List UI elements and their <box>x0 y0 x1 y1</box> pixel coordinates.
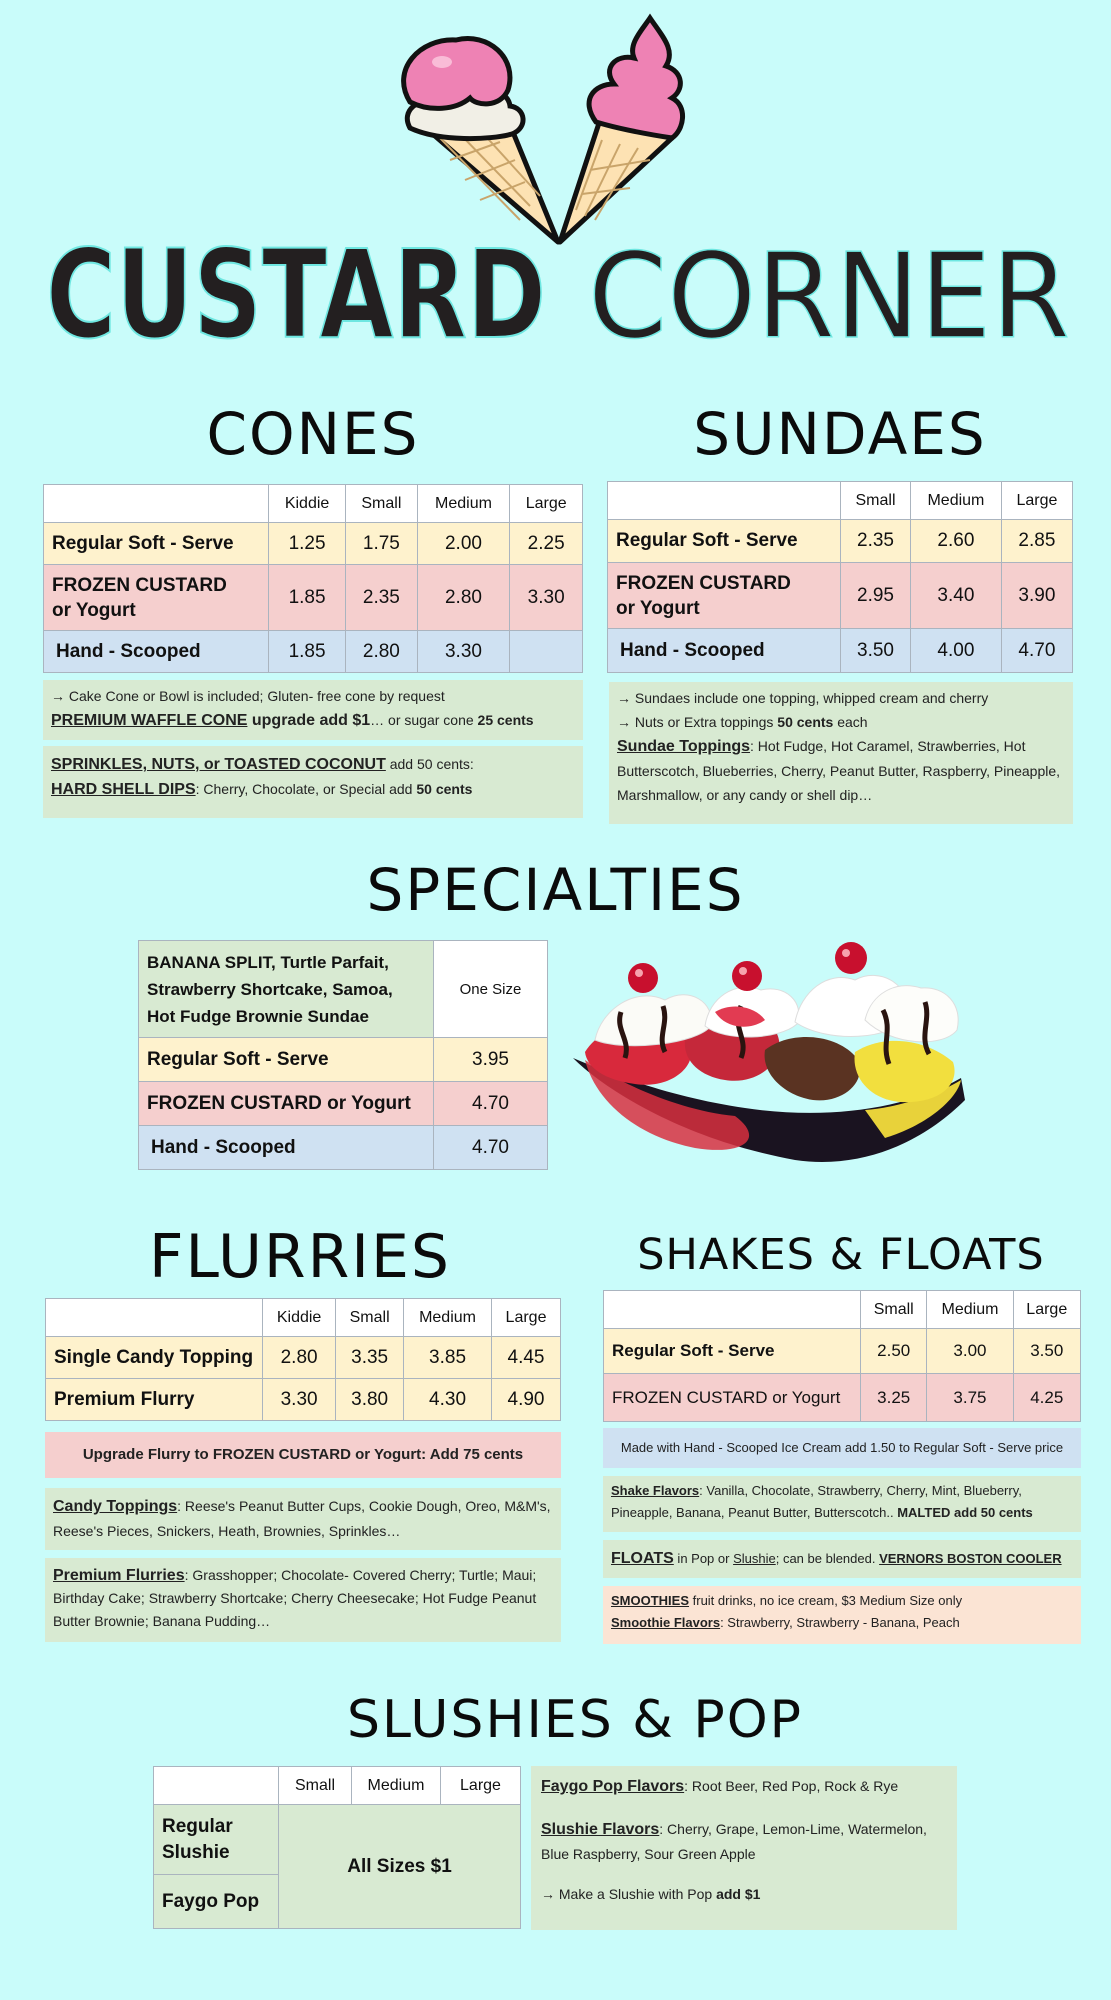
make-slushie-price: add $1 <box>716 1886 761 1902</box>
floats-label: FLOATS <box>611 1550 674 1567</box>
malted-label: MALTED <box>897 1505 951 1520</box>
sundaes-row-soft-serve <box>608 520 1073 563</box>
price: 4.70 <box>434 1126 548 1170</box>
ice-cream-cones-logo <box>380 10 740 250</box>
specialties-heading: SPECIALTIES <box>366 856 745 924</box>
price: 1.25 <box>269 523 346 565</box>
cake-cone-note: → Cake Cone or Bowl is included; Gluten- free cone by request <box>51 688 445 704</box>
smoothies-line <box>611 1590 1073 1612</box>
specialties-items: BANANA SPLIT, Turtle Parfait, Strawberry Shortcake, Samoa, Hot Fudge Brownie Sundae <box>139 941 434 1038</box>
row-label: FROZEN CUSTARD or Yogurt <box>604 1374 861 1422</box>
sundae-toppings-note <box>617 734 1065 807</box>
faygo-pop-label: Faygo Pop <box>154 1875 279 1929</box>
extra-toppings-rest: each <box>833 714 868 730</box>
shakes-table <box>603 1290 1081 1422</box>
sundaes-header-medium: Medium <box>911 482 1002 520</box>
flurries-header-medium: Medium <box>404 1299 492 1337</box>
row-label: Hand - Scooped <box>608 629 841 673</box>
sundaes-row-frozen-custard <box>608 563 1073 629</box>
flurries-header-kiddie: Kiddie <box>263 1299 336 1337</box>
flurry-upgrade-note: Upgrade Flurry to FROZEN CUSTARD or Yogurt: Add 75 cents <box>45 1432 561 1478</box>
slushies-table <box>153 1766 521 1929</box>
floats-slushie: Slushie <box>733 1551 776 1566</box>
row-label: Regular Soft - Serve <box>139 1038 434 1082</box>
price: 4.25 <box>1013 1374 1080 1422</box>
row-label: FROZEN CUSTARD or Yogurt <box>44 565 269 631</box>
pop-flavors-note <box>541 1774 947 1799</box>
hard-shell-price: 50 cents <box>416 781 473 797</box>
flurries-header-small: Small <box>336 1299 404 1337</box>
sundae-include-note: → Sundaes include one topping, whipped cream and cherry <box>617 690 989 706</box>
cones-header-blank <box>44 485 269 523</box>
cones-row-soft-serve <box>44 523 583 565</box>
candy-toppings-list: : Reese's Peanut Butter Cups, Cookie Dough, Oreo, M&M's, Reese's Pieces, Snickers, Heath, Brownies, Sprinkles… <box>53 1498 551 1539</box>
shake-flavors-list: : Vanilla, Chocolate, Strawberry, Cherry, Mint, Blueberry, Pineapple, Banana, Peanut Butter, Butterscotch.. <box>611 1483 1022 1520</box>
specialties-row-soft-serve <box>139 1038 548 1082</box>
flurries-heading: FLURRIES <box>149 1222 451 1292</box>
waffle-cone-upgrade: upgrade add $1 <box>247 712 371 729</box>
brand-word-custard: CUSTARD <box>46 225 546 355</box>
price: 2.25 <box>510 523 583 565</box>
sundaes-header-blank <box>608 482 841 520</box>
flurries-header-blank <box>46 1299 263 1337</box>
flurries-row-single-candy <box>46 1337 561 1379</box>
cones-header-kiddie: Kiddie <box>269 485 346 523</box>
slushies-header-medium: Medium <box>352 1767 441 1805</box>
row-label: Hand - Scooped <box>139 1126 434 1170</box>
waffle-cone-label: PREMIUM WAFFLE CONE <box>51 712 248 729</box>
price: 4.00 <box>911 629 1002 673</box>
waffle-cone-rest: … or sugar cone <box>370 712 478 728</box>
sugar-cone-price: 25 cents <box>477 712 534 728</box>
price: 3.40 <box>911 563 1002 629</box>
cones-cone-notes <box>43 680 583 740</box>
sundaes-heading: SUNDAES <box>693 400 987 468</box>
specialties-row-hand-scooped <box>139 1126 548 1170</box>
cones-header-medium: Medium <box>417 485 510 523</box>
sprinkles-note <box>51 752 575 777</box>
make-slushie-note <box>541 1882 947 1906</box>
extra-toppings-text: → Nuts or Extra toppings <box>617 714 778 730</box>
shakes-row-soft-serve <box>604 1329 1081 1374</box>
sprinkles-rest: add 50 cents: <box>385 756 474 772</box>
malted-price: add 50 cents <box>950 1505 1033 1520</box>
slushie-flavors-list: : Cherry, Grape, Lemon-Lime, Watermelon, Blue Raspberry, Sour Green Apple <box>541 1821 927 1862</box>
hand-scooped-shake-note: Made with Hand - Scooped Ice Cream add 1.50 to Regular Soft - Serve price <box>603 1428 1081 1468</box>
premium-flurries-list: : Grasshopper; Chocolate- Covered Cherry; Turtle; Maui; Birthday Cake; Strawberry Shortcake; Cherry Cheesecake; Hot Fudge Peanut Butter Brownie; Banana Pudding… <box>53 1567 537 1629</box>
floats-note <box>603 1540 1081 1578</box>
row-label: Regular Soft - Serve <box>608 520 841 563</box>
slushies-notes <box>531 1766 957 1930</box>
smoothies-text: fruit drinks, no ice cream, $3 Medium Size only <box>689 1593 963 1608</box>
floats-mid: in Pop or <box>673 1551 734 1566</box>
cones-header-large: Large <box>510 485 583 523</box>
price: 3.30 <box>417 631 510 673</box>
shakes-header-blank <box>604 1291 861 1329</box>
cones-header-small: Small <box>346 485 418 523</box>
price: 2.60 <box>911 520 1002 563</box>
sundaes-notes <box>609 682 1073 824</box>
hard-shell-rest: : Cherry, Chocolate, or Special add <box>195 781 417 797</box>
row-label: Hand - Scooped <box>44 631 269 673</box>
slushie-flavors-note <box>541 1817 947 1866</box>
cones-row-hand-scooped <box>44 631 583 673</box>
price: 2.00 <box>417 523 510 565</box>
price: 3.00 <box>927 1329 1013 1374</box>
price <box>510 631 583 673</box>
premium-flurries-note <box>45 1558 561 1642</box>
row-label: Single Candy Topping <box>46 1337 263 1379</box>
flurries-header-large: Large <box>492 1299 561 1337</box>
sundaes-row-hand-scooped <box>608 629 1073 673</box>
shakes-header-medium: Medium <box>927 1291 1013 1329</box>
candy-toppings-label: Candy Toppings <box>53 1498 178 1515</box>
row-label: Regular Soft - Serve <box>44 523 269 565</box>
row-label: FROZEN CUSTARD or Yogurt <box>139 1082 434 1126</box>
floats-rest: ; can be blended. <box>775 1551 880 1566</box>
price: 3.30 <box>510 565 583 631</box>
waffle-cone-note <box>51 708 575 733</box>
smoothie-flavors-list: : Strawberry, Strawberry - Banana, Peach <box>720 1615 960 1630</box>
price: 3.90 <box>1001 563 1072 629</box>
price: 3.95 <box>434 1038 548 1082</box>
shake-flavors-label: Shake Flavors <box>611 1483 700 1498</box>
shakes-heading: SHAKES & FLOATS <box>637 1230 1045 1280</box>
cones-heading: CONES <box>206 400 420 468</box>
cones-topping-notes <box>43 746 583 818</box>
smoothie-flavors-line <box>611 1612 1073 1634</box>
shakes-header-large: Large <box>1013 1291 1080 1329</box>
shake-flavors-note <box>603 1476 1081 1532</box>
smoothie-flavors-label: Smoothie Flavors <box>611 1615 721 1630</box>
price: 3.75 <box>927 1374 1013 1422</box>
brand-word-corner: CORNER <box>588 227 1070 355</box>
price: 2.85 <box>1001 520 1072 563</box>
price: 3.85 <box>404 1337 492 1379</box>
sundae-toppings-label: Sundae Toppings <box>617 738 751 755</box>
smoothies-note <box>603 1586 1081 1644</box>
candy-toppings-note <box>45 1488 561 1550</box>
flurries-row-premium <box>46 1379 561 1421</box>
price: 3.80 <box>336 1379 404 1421</box>
price: 4.45 <box>492 1337 561 1379</box>
price: 4.70 <box>1001 629 1072 673</box>
banana-split-image <box>565 940 975 1170</box>
regular-slushie-label: Regular Slushie <box>154 1805 279 1875</box>
extra-toppings-note <box>617 710 1065 734</box>
slushies-heading: SLUSHIES & POP <box>346 1690 803 1750</box>
slushies-header-blank <box>154 1767 279 1805</box>
price: 4.30 <box>404 1379 492 1421</box>
flurries-table <box>45 1298 561 1421</box>
make-slushie-text: → Make a Slushie with Pop <box>541 1886 717 1902</box>
hard-shell-label: HARD SHELL DIPS <box>51 781 196 798</box>
slushies-header-large: Large <box>441 1767 521 1805</box>
price: 3.35 <box>336 1337 404 1379</box>
price: 1.85 <box>269 631 346 673</box>
price: 4.70 <box>434 1082 548 1126</box>
price: 1.85 <box>269 565 346 631</box>
price: 2.50 <box>861 1329 927 1374</box>
pop-flavors-label: Faygo Pop Flavors <box>541 1778 685 1795</box>
row-label: Premium Flurry <box>46 1379 263 1421</box>
price: 3.50 <box>1013 1329 1080 1374</box>
price: 3.50 <box>841 629 911 673</box>
specialties-one-size: One Size <box>434 941 548 1038</box>
price: 1.75 <box>346 523 418 565</box>
sundaes-header-small: Small <box>841 482 911 520</box>
vernors-boston-cooler: VERNORS BOSTON COOLER <box>879 1551 1062 1566</box>
sundaes-header-large: Large <box>1001 482 1072 520</box>
shakes-row-frozen-custard <box>604 1374 1081 1422</box>
all-sizes-price: All Sizes $1 <box>279 1805 521 1929</box>
premium-flurries-label: Premium Flurries <box>53 1567 185 1584</box>
specialties-table <box>138 940 548 1170</box>
cones-row-frozen-custard <box>44 565 583 631</box>
price: 2.80 <box>417 565 510 631</box>
extra-toppings-price: 50 cents <box>777 714 834 730</box>
row-label: Regular Soft - Serve <box>604 1329 861 1374</box>
slushies-header-small: Small <box>279 1767 352 1805</box>
price: 4.90 <box>492 1379 561 1421</box>
sundaes-table <box>607 481 1073 673</box>
sundae-toppings-list: : Hot Fudge, Hot Caramel, Strawberries, Hot Butterscotch, Blueberries, Cherry, Peanut Butter, Raspberry, Pineapple, Marshmallow, or any candy or shell dip… <box>617 738 1061 803</box>
price: 2.95 <box>841 563 911 629</box>
smoothies-label: SMOOTHIES <box>611 1593 690 1608</box>
price: 3.25 <box>861 1374 927 1422</box>
slushie-flavors-label: Slushie Flavors <box>541 1821 660 1838</box>
price: 3.30 <box>263 1379 336 1421</box>
hard-shell-note <box>51 777 575 802</box>
price: 2.80 <box>346 631 418 673</box>
price: 2.80 <box>263 1337 336 1379</box>
brand-logo <box>40 225 1080 355</box>
price: 2.35 <box>841 520 911 563</box>
price: 2.35 <box>346 565 418 631</box>
row-label: FROZEN CUSTARD or Yogurt <box>608 563 841 629</box>
soft-serve-cone-icon <box>560 18 683 242</box>
ice-cream-cone-icon <box>404 39 558 242</box>
shakes-header-small: Small <box>861 1291 927 1329</box>
pop-flavors-list: : Root Beer, Red Pop, Rock & Rye <box>684 1778 899 1794</box>
sprinkles-label: SPRINKLES, NUTS, or TOASTED COCONUT <box>51 756 386 773</box>
specialties-row-frozen-custard <box>139 1082 548 1126</box>
cones-table <box>43 484 583 673</box>
